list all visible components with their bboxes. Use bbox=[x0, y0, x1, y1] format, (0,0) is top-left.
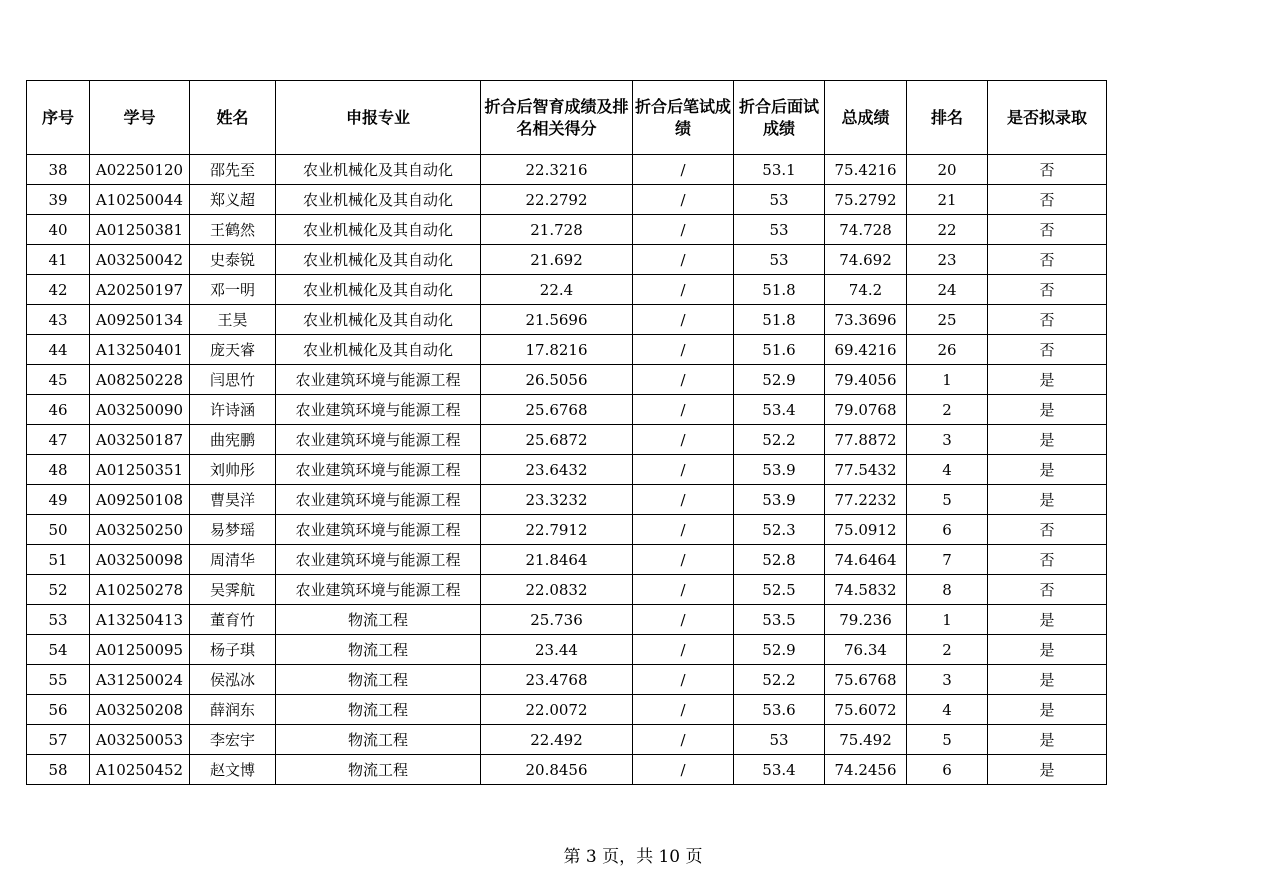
cell-seq: 57 bbox=[27, 725, 90, 755]
cell-written-score: / bbox=[633, 395, 734, 425]
cell-admitted: 是 bbox=[988, 695, 1107, 725]
cell-rank: 4 bbox=[907, 695, 988, 725]
cell-seq: 44 bbox=[27, 335, 90, 365]
cell-major: 农业建筑环境与能源工程 bbox=[276, 515, 481, 545]
cell-written-score: / bbox=[633, 245, 734, 275]
cell-student-id: A08250228 bbox=[90, 365, 190, 395]
cell-rank: 20 bbox=[907, 155, 988, 185]
table-row bbox=[27, 215, 1107, 245]
cell-total-score: 77.5432 bbox=[825, 455, 907, 485]
cell-total-score: 75.6072 bbox=[825, 695, 907, 725]
cell-interview-score: 53 bbox=[734, 185, 825, 215]
cell-admitted: 否 bbox=[988, 305, 1107, 335]
cell-interview-score: 53.6 bbox=[734, 695, 825, 725]
cell-major: 农业机械化及其自动化 bbox=[276, 185, 481, 215]
cell-academic-score: 22.7912 bbox=[481, 515, 633, 545]
header-row bbox=[27, 81, 1107, 155]
cell-seq: 49 bbox=[27, 485, 90, 515]
cell-academic-score: 22.3216 bbox=[481, 155, 633, 185]
cell-total-score: 79.0768 bbox=[825, 395, 907, 425]
cell-written-score: / bbox=[633, 755, 734, 785]
cell-student-id: A31250024 bbox=[90, 665, 190, 695]
cell-student-id: A10250452 bbox=[90, 755, 190, 785]
cell-written-score: / bbox=[633, 635, 734, 665]
cell-student-id: A10250278 bbox=[90, 575, 190, 605]
page-number: 第 3 页，共 10 页 bbox=[563, 847, 703, 867]
cell-academic-score: 25.6872 bbox=[481, 425, 633, 455]
cell-total-score: 74.6464 bbox=[825, 545, 907, 575]
cell-student-id: A03250098 bbox=[90, 545, 190, 575]
cell-academic-score: 25.6768 bbox=[481, 395, 633, 425]
cell-name: 赵文博 bbox=[190, 755, 276, 785]
cell-interview-score: 53.1 bbox=[734, 155, 825, 185]
cell-interview-score: 52.8 bbox=[734, 545, 825, 575]
cell-rank: 5 bbox=[907, 485, 988, 515]
cell-academic-score: 21.8464 bbox=[481, 545, 633, 575]
cell-academic-score: 23.44 bbox=[481, 635, 633, 665]
table-row bbox=[27, 635, 1107, 665]
cell-name: 王昊 bbox=[190, 305, 276, 335]
cell-total-score: 77.2232 bbox=[825, 485, 907, 515]
header-major: 申报专业 bbox=[276, 81, 481, 155]
cell-major: 农业建筑环境与能源工程 bbox=[276, 365, 481, 395]
cell-admitted: 是 bbox=[988, 725, 1107, 755]
cell-interview-score: 53 bbox=[734, 245, 825, 275]
cell-seq: 43 bbox=[27, 305, 90, 335]
cell-interview-score: 52.9 bbox=[734, 365, 825, 395]
cell-rank: 21 bbox=[907, 185, 988, 215]
cell-major: 农业机械化及其自动化 bbox=[276, 275, 481, 305]
cell-student-id: A01250381 bbox=[90, 215, 190, 245]
cell-total-score: 75.492 bbox=[825, 725, 907, 755]
cell-interview-score: 52.2 bbox=[734, 665, 825, 695]
cell-major: 物流工程 bbox=[276, 725, 481, 755]
cell-name: 庞天睿 bbox=[190, 335, 276, 365]
table-row bbox=[27, 575, 1107, 605]
cell-written-score: / bbox=[633, 335, 734, 365]
cell-name: 郑义超 bbox=[190, 185, 276, 215]
cell-rank: 24 bbox=[907, 275, 988, 305]
header-name: 姓名 bbox=[190, 81, 276, 155]
cell-student-id: A13250401 bbox=[90, 335, 190, 365]
cell-major: 农业机械化及其自动化 bbox=[276, 305, 481, 335]
cell-written-score: / bbox=[633, 515, 734, 545]
cell-name: 侯泓冰 bbox=[190, 665, 276, 695]
table-body bbox=[27, 155, 1107, 785]
cell-written-score: / bbox=[633, 455, 734, 485]
table-row bbox=[27, 245, 1107, 275]
cell-written-score: / bbox=[633, 425, 734, 455]
cell-name: 易梦瑶 bbox=[190, 515, 276, 545]
cell-major: 农业建筑环境与能源工程 bbox=[276, 575, 481, 605]
cell-written-score: / bbox=[633, 185, 734, 215]
cell-name: 史泰锐 bbox=[190, 245, 276, 275]
cell-total-score: 69.4216 bbox=[825, 335, 907, 365]
cell-major: 物流工程 bbox=[276, 605, 481, 635]
table-row bbox=[27, 545, 1107, 575]
cell-academic-score: 22.0832 bbox=[481, 575, 633, 605]
cell-total-score: 75.4216 bbox=[825, 155, 907, 185]
cell-written-score: / bbox=[633, 665, 734, 695]
table-row bbox=[27, 305, 1107, 335]
cell-interview-score: 51.8 bbox=[734, 275, 825, 305]
cell-seq: 55 bbox=[27, 665, 90, 695]
cell-seq: 41 bbox=[27, 245, 90, 275]
cell-interview-score: 51.8 bbox=[734, 305, 825, 335]
cell-total-score: 74.692 bbox=[825, 245, 907, 275]
cell-total-score: 76.34 bbox=[825, 635, 907, 665]
cell-academic-score: 23.3232 bbox=[481, 485, 633, 515]
cell-rank: 3 bbox=[907, 665, 988, 695]
cell-seq: 58 bbox=[27, 755, 90, 785]
cell-name: 李宏宇 bbox=[190, 725, 276, 755]
cell-total-score: 79.4056 bbox=[825, 365, 907, 395]
cell-name: 曹昊洋 bbox=[190, 485, 276, 515]
cell-student-id: A03250090 bbox=[90, 395, 190, 425]
cell-student-id: A20250197 bbox=[90, 275, 190, 305]
cell-name: 闫思竹 bbox=[190, 365, 276, 395]
admission-table bbox=[26, 80, 1107, 785]
cell-interview-score: 53 bbox=[734, 725, 825, 755]
table-row bbox=[27, 335, 1107, 365]
cell-major: 物流工程 bbox=[276, 755, 481, 785]
cell-admitted: 是 bbox=[988, 605, 1107, 635]
cell-total-score: 79.236 bbox=[825, 605, 907, 635]
cell-admitted: 是 bbox=[988, 665, 1107, 695]
cell-major: 物流工程 bbox=[276, 665, 481, 695]
cell-seq: 54 bbox=[27, 635, 90, 665]
header-academic-score: 折合后智育成绩及排名相关得分 bbox=[481, 81, 633, 155]
cell-admitted: 是 bbox=[988, 455, 1107, 485]
cell-admitted: 是 bbox=[988, 365, 1107, 395]
cell-seq: 40 bbox=[27, 215, 90, 245]
cell-total-score: 73.3696 bbox=[825, 305, 907, 335]
cell-interview-score: 53.4 bbox=[734, 395, 825, 425]
cell-major: 农业机械化及其自动化 bbox=[276, 155, 481, 185]
cell-academic-score: 23.6432 bbox=[481, 455, 633, 485]
cell-seq: 53 bbox=[27, 605, 90, 635]
cell-name: 许诗涵 bbox=[190, 395, 276, 425]
cell-rank: 5 bbox=[907, 725, 988, 755]
cell-rank: 2 bbox=[907, 635, 988, 665]
cell-academic-score: 22.4 bbox=[481, 275, 633, 305]
cell-total-score: 74.728 bbox=[825, 215, 907, 245]
cell-written-score: / bbox=[633, 305, 734, 335]
table-row bbox=[27, 275, 1107, 305]
table-row bbox=[27, 155, 1107, 185]
cell-seq: 46 bbox=[27, 395, 90, 425]
cell-academic-score: 22.492 bbox=[481, 725, 633, 755]
cell-written-score: / bbox=[633, 725, 734, 755]
cell-total-score: 75.0912 bbox=[825, 515, 907, 545]
cell-student-id: A03250187 bbox=[90, 425, 190, 455]
header-interview-score: 折合后面试成绩 bbox=[734, 81, 825, 155]
cell-interview-score: 53.5 bbox=[734, 605, 825, 635]
cell-interview-score: 53.9 bbox=[734, 485, 825, 515]
cell-admitted: 是 bbox=[988, 425, 1107, 455]
cell-interview-score: 51.6 bbox=[734, 335, 825, 365]
cell-written-score: / bbox=[633, 485, 734, 515]
cell-academic-score: 22.2792 bbox=[481, 185, 633, 215]
cell-student-id: A09250108 bbox=[90, 485, 190, 515]
table-row bbox=[27, 455, 1107, 485]
header-student-id: 学号 bbox=[90, 81, 190, 155]
cell-academic-score: 20.8456 bbox=[481, 755, 633, 785]
cell-name: 邓一明 bbox=[190, 275, 276, 305]
cell-major: 物流工程 bbox=[276, 635, 481, 665]
cell-student-id: A03250208 bbox=[90, 695, 190, 725]
table-row bbox=[27, 605, 1107, 635]
cell-rank: 23 bbox=[907, 245, 988, 275]
table-row bbox=[27, 695, 1107, 725]
cell-name: 曲宪鹏 bbox=[190, 425, 276, 455]
cell-total-score: 74.2 bbox=[825, 275, 907, 305]
cell-interview-score: 52.2 bbox=[734, 425, 825, 455]
cell-student-id: A03250042 bbox=[90, 245, 190, 275]
cell-rank: 7 bbox=[907, 545, 988, 575]
header-total-score: 总成绩 bbox=[825, 81, 907, 155]
cell-admitted: 否 bbox=[988, 545, 1107, 575]
cell-admitted: 是 bbox=[988, 485, 1107, 515]
cell-admitted: 是 bbox=[988, 755, 1107, 785]
cell-written-score: / bbox=[633, 605, 734, 635]
table-row bbox=[27, 665, 1107, 695]
cell-student-id: A09250134 bbox=[90, 305, 190, 335]
cell-rank: 26 bbox=[907, 335, 988, 365]
cell-total-score: 74.2456 bbox=[825, 755, 907, 785]
cell-seq: 47 bbox=[27, 425, 90, 455]
cell-academic-score: 21.728 bbox=[481, 215, 633, 245]
cell-major: 农业建筑环境与能源工程 bbox=[276, 545, 481, 575]
cell-interview-score: 52.5 bbox=[734, 575, 825, 605]
cell-admitted: 否 bbox=[988, 575, 1107, 605]
cell-admitted: 是 bbox=[988, 395, 1107, 425]
cell-academic-score: 21.5696 bbox=[481, 305, 633, 335]
cell-student-id: A03250250 bbox=[90, 515, 190, 545]
table-row bbox=[27, 725, 1107, 755]
cell-written-score: / bbox=[633, 575, 734, 605]
cell-rank: 2 bbox=[907, 395, 988, 425]
cell-major: 农业建筑环境与能源工程 bbox=[276, 485, 481, 515]
cell-major: 农业机械化及其自动化 bbox=[276, 245, 481, 275]
cell-name: 吴霁航 bbox=[190, 575, 276, 605]
table-row bbox=[27, 365, 1107, 395]
cell-interview-score: 52.3 bbox=[734, 515, 825, 545]
table-row bbox=[27, 395, 1107, 425]
cell-academic-score: 17.8216 bbox=[481, 335, 633, 365]
cell-name: 周清华 bbox=[190, 545, 276, 575]
cell-written-score: / bbox=[633, 215, 734, 245]
cell-name: 邵先至 bbox=[190, 155, 276, 185]
header-seq: 序号 bbox=[27, 81, 90, 155]
cell-major: 农业建筑环境与能源工程 bbox=[276, 455, 481, 485]
cell-academic-score: 23.4768 bbox=[481, 665, 633, 695]
cell-admitted: 否 bbox=[988, 515, 1107, 545]
cell-seq: 42 bbox=[27, 275, 90, 305]
cell-written-score: / bbox=[633, 545, 734, 575]
cell-seq: 48 bbox=[27, 455, 90, 485]
cell-student-id: A01250351 bbox=[90, 455, 190, 485]
header-written-score: 折合后笔试成绩 bbox=[633, 81, 734, 155]
cell-rank: 8 bbox=[907, 575, 988, 605]
cell-admitted: 是 bbox=[988, 635, 1107, 665]
cell-seq: 39 bbox=[27, 185, 90, 215]
cell-admitted: 否 bbox=[988, 155, 1107, 185]
header-rank: 排名 bbox=[907, 81, 988, 155]
cell-admitted: 否 bbox=[988, 215, 1107, 245]
table-row bbox=[27, 485, 1107, 515]
cell-major: 农业机械化及其自动化 bbox=[276, 335, 481, 365]
header-admitted: 是否拟录取 bbox=[988, 81, 1107, 155]
table-row bbox=[27, 185, 1107, 215]
cell-seq: 51 bbox=[27, 545, 90, 575]
cell-major: 农业建筑环境与能源工程 bbox=[276, 425, 481, 455]
cell-admitted: 否 bbox=[988, 185, 1107, 215]
cell-interview-score: 52.9 bbox=[734, 635, 825, 665]
cell-written-score: / bbox=[633, 365, 734, 395]
table-row bbox=[27, 755, 1107, 785]
table-row bbox=[27, 515, 1107, 545]
cell-name: 薛润东 bbox=[190, 695, 276, 725]
cell-rank: 3 bbox=[907, 425, 988, 455]
cell-interview-score: 53.9 bbox=[734, 455, 825, 485]
cell-total-score: 77.8872 bbox=[825, 425, 907, 455]
cell-interview-score: 53 bbox=[734, 215, 825, 245]
cell-rank: 22 bbox=[907, 215, 988, 245]
cell-rank: 1 bbox=[907, 365, 988, 395]
cell-total-score: 74.5832 bbox=[825, 575, 907, 605]
cell-seq: 56 bbox=[27, 695, 90, 725]
cell-written-score: / bbox=[633, 155, 734, 185]
cell-interview-score: 53.4 bbox=[734, 755, 825, 785]
cell-name: 刘帅彤 bbox=[190, 455, 276, 485]
cell-student-id: A03250053 bbox=[90, 725, 190, 755]
cell-admitted: 否 bbox=[988, 275, 1107, 305]
cell-written-score: / bbox=[633, 695, 734, 725]
cell-rank: 6 bbox=[907, 755, 988, 785]
cell-major: 农业建筑环境与能源工程 bbox=[276, 395, 481, 425]
cell-seq: 38 bbox=[27, 155, 90, 185]
cell-academic-score: 26.5056 bbox=[481, 365, 633, 395]
cell-name: 王鹤然 bbox=[190, 215, 276, 245]
cell-seq: 50 bbox=[27, 515, 90, 545]
cell-academic-score: 25.736 bbox=[481, 605, 633, 635]
cell-seq: 52 bbox=[27, 575, 90, 605]
cell-admitted: 否 bbox=[988, 335, 1107, 365]
cell-name: 杨子琪 bbox=[190, 635, 276, 665]
table-row bbox=[27, 425, 1107, 455]
cell-total-score: 75.6768 bbox=[825, 665, 907, 695]
cell-rank: 1 bbox=[907, 605, 988, 635]
cell-major: 农业机械化及其自动化 bbox=[276, 215, 481, 245]
cell-rank: 4 bbox=[907, 455, 988, 485]
cell-academic-score: 21.692 bbox=[481, 245, 633, 275]
cell-written-score: / bbox=[633, 275, 734, 305]
table-header bbox=[27, 81, 1107, 155]
cell-student-id: A13250413 bbox=[90, 605, 190, 635]
cell-student-id: A10250044 bbox=[90, 185, 190, 215]
cell-name: 董育竹 bbox=[190, 605, 276, 635]
cell-academic-score: 22.0072 bbox=[481, 695, 633, 725]
cell-seq: 45 bbox=[27, 365, 90, 395]
cell-rank: 6 bbox=[907, 515, 988, 545]
cell-admitted: 否 bbox=[988, 245, 1107, 275]
cell-student-id: A01250095 bbox=[90, 635, 190, 665]
cell-student-id: A02250120 bbox=[90, 155, 190, 185]
cell-total-score: 75.2792 bbox=[825, 185, 907, 215]
cell-rank: 25 bbox=[907, 305, 988, 335]
cell-major: 物流工程 bbox=[276, 695, 481, 725]
